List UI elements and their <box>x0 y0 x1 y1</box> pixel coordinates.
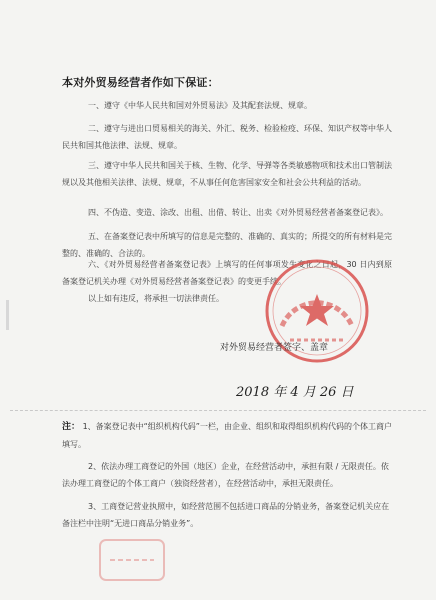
note-item-1 <box>62 418 394 453</box>
guarantee-item-3: 三、遵守中华人民共和国关于核、生物、化学、导弹等各类敏感物项和技术出口管制法规以及其他相关法律、法规、规章，不从事任何危害国家安全和社会公共利益的活动。 <box>62 161 392 187</box>
guarantee-closing: 以上如有违反，将承担一切法律责任。 <box>88 294 224 303</box>
signing-date: 2018 年 4 月 26 日 <box>236 385 354 400</box>
section-divider <box>10 410 426 411</box>
note-item-2: 2、依法办理工商登记的外国（地区）企业，在经营活动中，承担有限 / 无限责任。依法办理工商登记的个体工商户（独资经营者），在经营活动中，承担无限责任。 <box>62 462 389 488</box>
note-text-1: 1、备案登记表中“组织机构代码”一栏，由企业、组织和取得组织机构代码的个体工商户填写。 <box>62 422 392 449</box>
guarantee-item-5: 五、在备案登记表中所填写的信息是完整的、准确的、真实的；所提交的所有材料是完整的、准确的、合法的。 <box>62 232 392 258</box>
guarantee-heading: 本对外贸易经营者作如下保证： <box>62 76 219 89</box>
guarantee-item-4: 四、不伪造、变造、涂改、出租、出借、转让、出卖《对外贸易经营者备案登记表》。 <box>88 208 388 217</box>
signer-label: 对外贸易经营者签字、盖章 <box>220 343 329 353</box>
note-item-3: 3、工商登记营业执照中，如经营范围不包括进口商品的分销业务，备案登记机关应在备注栏中注明“无进口商品分销业务”。 <box>62 502 390 528</box>
guarantee-item-2: 二、遵守与进出口贸易相关的海关、外汇、税务、检验检疫、环保、知识产权等中华人民共和国其他法律、法规、规章。 <box>62 124 392 150</box>
binding-mark <box>6 300 9 330</box>
notes-label: 注： <box>62 422 81 432</box>
guarantee-item-1: 一、遵守《中华人民共和国对外贸易法》及其配套法规、规章。 <box>88 101 312 110</box>
faint-stamp-mark <box>96 536 168 584</box>
guarantee-item-6: 六、《对外贸易经营者备案登记表》上填写的任何事项发生变化之日起，30 日内到原备案登记机关办理《对外贸易经营者备案登记表》的变更手续。 <box>62 260 392 286</box>
